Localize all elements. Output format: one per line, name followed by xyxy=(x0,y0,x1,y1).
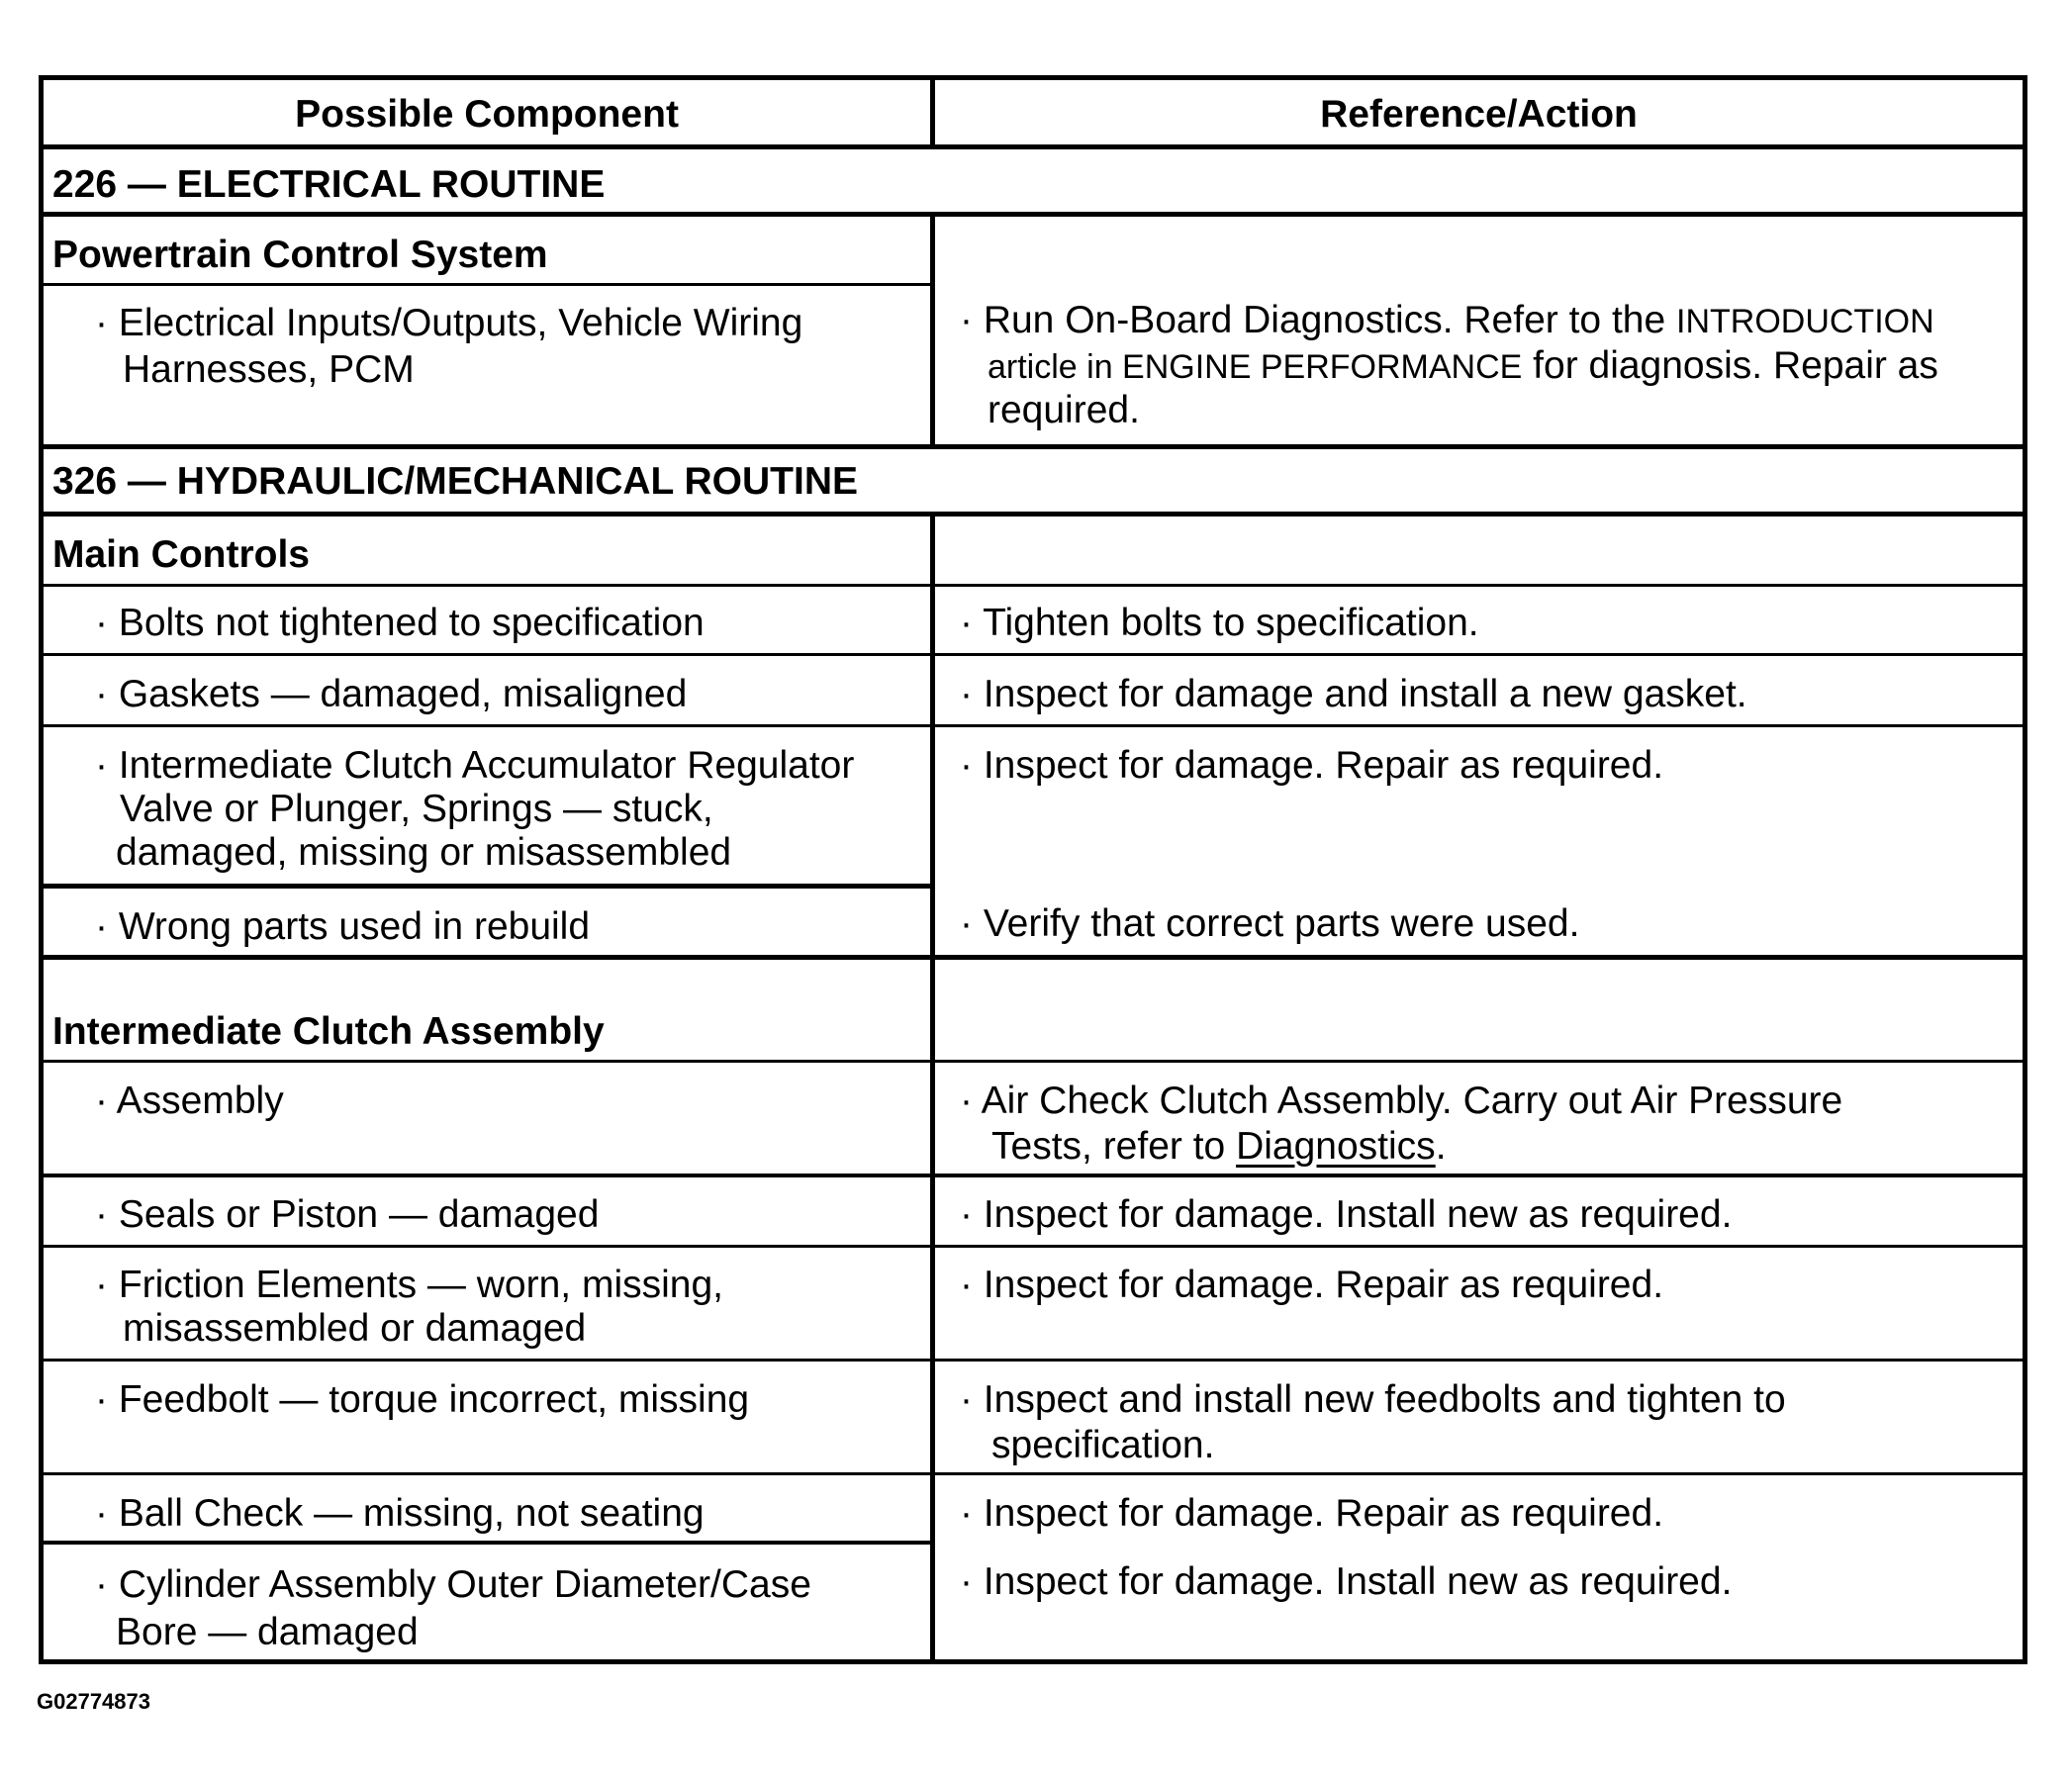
header-reference-action: Reference/Action xyxy=(1320,93,1638,136)
action-air-check: · Air Check Clutch Assembly. Carry out Air Pressure xyxy=(960,1080,1843,1122)
action-inspect-repair: · Inspect for damage. Repair as required. xyxy=(960,744,1664,787)
row-divider xyxy=(39,1359,2027,1362)
section-hydraulic-routine: 326 — HYDRAULIC/MECHANICAL ROUTINE xyxy=(52,460,859,503)
action-run-obd: · Run On-Board Diagnostics. Refer to the INTRODUCTION xyxy=(960,299,1934,341)
group-main-controls: Main Controls xyxy=(52,533,310,576)
row-divider xyxy=(39,444,2027,449)
item-cylinder-assembly-cont: Bore — damaged xyxy=(116,1611,419,1653)
item-electrical-inputs: · Electrical Inputs/Outputs, Vehicle Wiring xyxy=(95,302,803,344)
item-electrical-inputs-cont: Harnesses, PCM xyxy=(123,348,415,391)
row-divider xyxy=(39,1060,2027,1063)
row-divider xyxy=(39,724,2027,727)
row-divider xyxy=(39,512,2027,517)
row-divider xyxy=(39,283,933,286)
item-intermediate-clutch-accumulator-end: damaged, missing or misassembled xyxy=(116,831,732,874)
item-cylinder-assembly: · Cylinder Assembly Outer Diameter/Case xyxy=(95,1563,811,1606)
row-divider xyxy=(39,1245,2027,1248)
header-possible-component: Possible Component xyxy=(295,93,679,136)
action-run-obd-end: required. xyxy=(988,389,1140,431)
row-divider xyxy=(39,584,2027,587)
group-powertrain-control-system: Powertrain Control System xyxy=(52,234,548,276)
column-divider xyxy=(930,216,935,446)
action-inspect-repair: · Inspect for damage. Repair as required. xyxy=(960,1264,1664,1306)
item-feedbolt: · Feedbolt — torque incorrect, missing xyxy=(95,1378,750,1421)
action-inspect-repair: · Inspect for damage. Repair as required. xyxy=(960,1492,1664,1535)
action-run-obd-cont: article in ENGINE PERFORMANCE for diagnosis. Repair as xyxy=(988,344,1938,387)
action-verify-parts: · Verify that correct parts were used. xyxy=(960,902,1580,945)
item-intermediate-clutch-accumulator-cont: Valve or Plunger, Springs — stuck, xyxy=(120,788,713,830)
row-divider xyxy=(39,955,2027,960)
action-tighten-bolts: · Tighten bolts to specification. xyxy=(960,602,1479,644)
item-seals-piston: · Seals or Piston — damaged xyxy=(95,1193,600,1236)
item-wrong-parts: · Wrong parts used in rebuild xyxy=(95,905,591,948)
item-ball-check: · Ball Check — missing, not seating xyxy=(95,1492,705,1535)
row-divider xyxy=(39,653,2027,656)
item-friction-elements: · Friction Elements — worn, missing, xyxy=(95,1264,723,1306)
item-bolts: · Bolts not tightened to specification xyxy=(95,602,705,644)
group-intermediate-clutch-assembly: Intermediate Clutch Assembly xyxy=(52,1010,605,1053)
action-install-new: · Inspect for damage. Install new as required. xyxy=(960,1193,1733,1236)
item-gaskets: · Gaskets — damaged, misaligned xyxy=(95,673,688,715)
action-inspect-gasket: · Inspect for damage and install a new gasket. xyxy=(960,673,1747,715)
item-friction-elements-cont: misassembled or damaged xyxy=(123,1307,587,1350)
row-divider xyxy=(39,212,2027,217)
action-install-new: · Inspect for damage. Install new as required. xyxy=(960,1560,1733,1603)
row-divider xyxy=(39,1472,2027,1475)
row-divider xyxy=(39,884,933,889)
item-intermediate-clutch-accumulator: · Intermediate Clutch Accumulator Regulator xyxy=(95,744,855,787)
figure-code: G02774873 xyxy=(37,1689,150,1714)
action-install-feedbolts-cont: specification. xyxy=(991,1424,1215,1466)
row-divider xyxy=(39,1174,2027,1177)
row-divider xyxy=(39,144,2027,149)
section-electrical-routine: 226 — ELECTRICAL ROUTINE xyxy=(52,163,606,206)
action-install-feedbolts: · Inspect and install new feedbolts and tighten to xyxy=(960,1378,1786,1421)
row-divider xyxy=(39,1541,933,1545)
column-divider xyxy=(930,514,935,1664)
diagnostics-link[interactable]: Diagnostics xyxy=(1236,1125,1436,1168)
item-assembly: · Assembly xyxy=(95,1080,284,1122)
action-air-check-cont: Tests, refer to Diagnostics. xyxy=(991,1125,1447,1168)
